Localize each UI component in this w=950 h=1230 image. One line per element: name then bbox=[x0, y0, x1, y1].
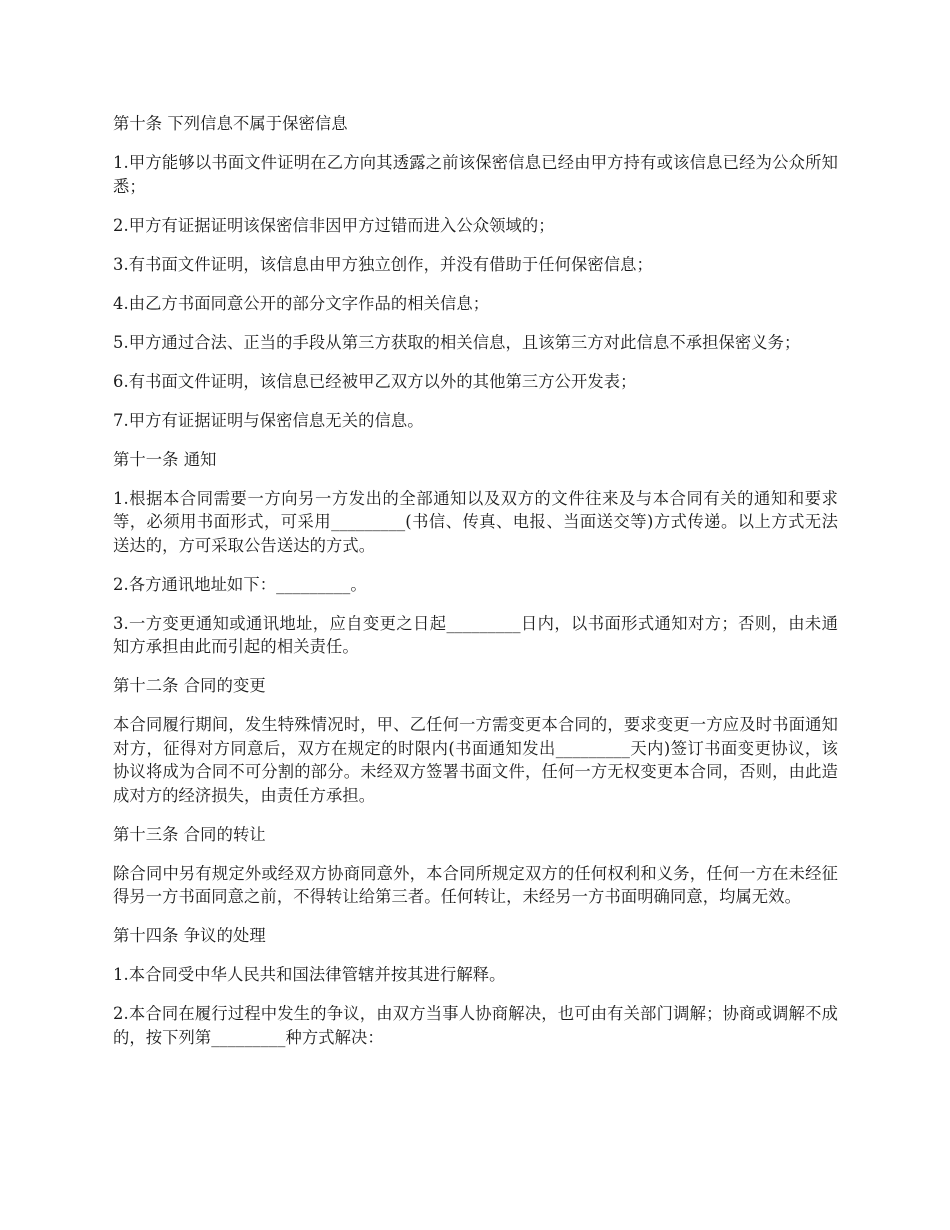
clause-paragraph: 除合同中另有规定外或经双方协商同意外，本合同所规定双方的任何权利和义务，任何一方在未经征得另一方书面同意之前，不得转让给第三者。任何转让，未经另一方书面明确同意，均属无效。 bbox=[113, 863, 838, 906]
clause-paragraph: 6.有书面文件证明，该信息已经被甲乙双方以外的其他第三方公开发表； bbox=[113, 371, 637, 391]
clause-paragraph: 1.甲方能够以书面文件证明在乙方向其透露之前该保密信息已经由甲方持有或该信息已经为公众所知悉； bbox=[113, 153, 838, 196]
clause-paragraph: 4.由乙方书面同意公开的部分文字作品的相关信息； bbox=[113, 293, 490, 313]
clause-paragraph: 2.各方通讯地址如下：_________。 bbox=[113, 574, 367, 594]
section-heading-12: 第十二条 合同的变更 bbox=[113, 676, 266, 695]
clause-paragraph: 5.甲方通过合法、正当的手段从第三方获取的相关信息，且该第三方对此信息不承担保密义务； bbox=[113, 332, 801, 352]
clause-paragraph: 1.根据本合同需要一方向另一方发出的全部通知以及双方的文件往来及与本合同有关的通知和要求等，必须用书面形式，可采用_________(书信、传真、电报、当面送交等)方式传递。以上方式无法送达的，方可采取公告送达的方式。 bbox=[113, 488, 838, 555]
clause-paragraph: 1.本合同受中华人民共和国法律管辖并按其进行解释。 bbox=[113, 965, 506, 984]
clause-paragraph: 3.一方变更通知或通讯地址，应自变更之日起_________日内，以书面形式通知对方；否则，由未通知方承担由此而引起的相关责任。 bbox=[113, 613, 838, 656]
clause-paragraph: 7.甲方有证据证明与保密信息无关的信息。 bbox=[113, 410, 424, 430]
document-page bbox=[113, 112, 838, 1065]
clause-paragraph: 本合同履行期间，发生特殊情况时，甲、乙任何一方需变更本合同的，要求变更一方应及时书面通知对方，征得对方同意后，双方在规定的时限内(书面通知发出_________天内)签订书面变更协议，该协议将成为合同不可分割的部分。未经双方签署书面文件，任何一方无权变更本合同，否则，由此造成对方的经济损失，由责任方承担。 bbox=[113, 715, 838, 805]
section-heading-11: 第十一条 通知 bbox=[113, 449, 217, 469]
section-heading-13: 第十三条 合同的转让 bbox=[113, 824, 266, 844]
section-heading-10: 第十条 下列信息不属于保密信息 bbox=[113, 114, 348, 133]
clause-paragraph: 3.有书面文件证明，该信息由甲方独立创作，并没有借助于任何保密信息； bbox=[113, 254, 653, 274]
clause-paragraph: 2.本合同在履行过程中发生的争议，由双方当事人协商解决，也可由有关部门调解；协商或调解不成的，按下列第_________种方式解决： bbox=[113, 1004, 838, 1047]
section-heading-14: 第十四条 争议的处理 bbox=[113, 926, 266, 945]
clause-paragraph: 2.甲方有证据证明该保密信非因甲方过错而进入公众领域的； bbox=[113, 215, 555, 235]
